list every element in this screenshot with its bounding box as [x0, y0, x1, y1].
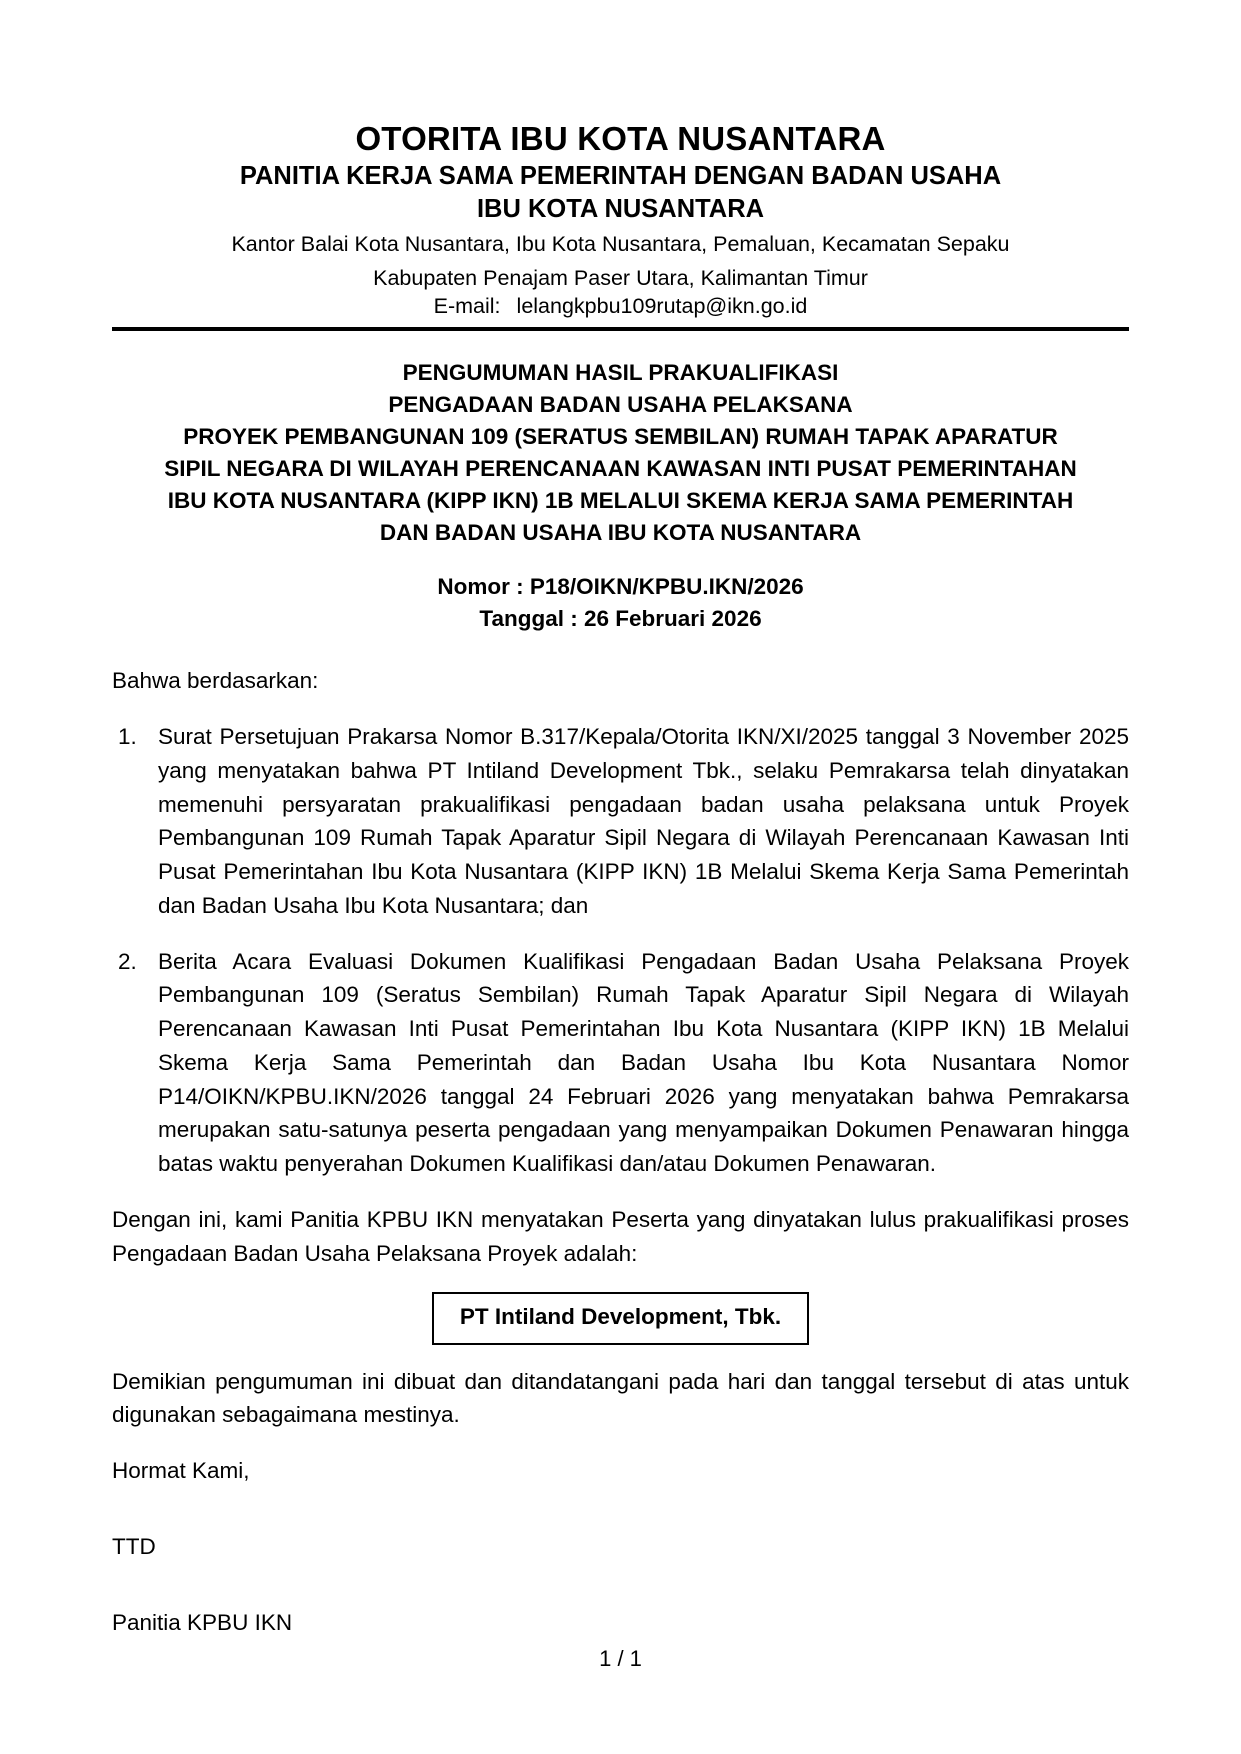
address-line-2: Kabupaten Penajam Paser Utara, Kalimantan Timur [373, 265, 868, 290]
email-label: E-mail: [433, 294, 501, 319]
title-line-3: PROYEK PEMBANGUNAN 109 (SERATUS SEMBILAN) RUMAH TAPAK APARATUR [183, 423, 1058, 449]
email-line [112, 292, 1129, 321]
email-address: lelangkpbu109rutap@ikn.go.id [516, 294, 808, 319]
list-item-text: Surat Persetujuan Prakarsa Nomor B.317/Kepala/Otorita IKN/XI/2025 tanggal 3 November 2025 yang menyatakan bahwa PT Intiland Development Tbk., selaku Pemrakarsa telah dinyatakan memenuhi persyaratan prakualifikasi pengadaan badan usaha pelaksana untuk Proyek Pembangunan 109 Rumah Tapak Aparatur Sipil Negara di Wilayah Perencanaan Kawasan Inti Pusat Pemerintahan Ibu Kota Nusantara (KIPP IKN) 1B Melalui Skema Kerja Sama Pemerintah dan Badan Usaha Ibu Kota Nusantara; dan [158, 724, 1129, 918]
signature-space [112, 1488, 1129, 1530]
committee-name-line2: IBU KOTA NUSANTARA [476, 195, 765, 224]
closing-paragraph: Demikian pengumuman ini dibuat dan ditandatangani pada hari dan tanggal tersebut di atas untuk digunakan sebagaimana mestinya. [112, 1368, 1129, 1428]
list-item [112, 720, 1129, 923]
list-item [112, 945, 1129, 1181]
document-body [112, 664, 1129, 1639]
page-indicator: 1 / 1 [599, 1646, 642, 1671]
title-line-1: PENGUMUMAN HASIL PRAKUALIFIKASI [402, 359, 839, 385]
title-line-6: DAN BADAN USAHA IBU KOTA NUSANTARA [379, 519, 862, 545]
title-line-2: PENGADAAN BADAN USAHA PELAKSANA [388, 391, 853, 417]
considerations-list [112, 720, 1129, 1181]
intro-paragraph: Bahwa berdasarkan: [112, 668, 319, 694]
address-line-1: Kantor Balai Kota Nusantara, Ibu Kota Nusantara, Pemaluan, Kecamatan Sepaku [231, 232, 1010, 257]
document-date: Tanggal : 26 Februari 2026 [479, 605, 762, 631]
title-line-5: IBU KOTA NUSANTARA (KIPP IKN) 1B MELALUI SKEMA KERJA SAMA PEMERINTAH [167, 487, 1074, 513]
document-title [112, 357, 1129, 549]
page-footer [0, 1646, 1241, 1672]
signature-mark: TTD [112, 1533, 156, 1559]
organization-name: OTORITA IBU KOTA NUSANTARA [355, 120, 886, 157]
signer-name: Panitia KPBU IKN [112, 1609, 293, 1635]
document-number: Nomor : P18/OIKN/KPBU.IKN/2026 [437, 573, 804, 599]
qualified-company-box: PT Intiland Development, Tbk. [432, 1292, 809, 1344]
letterhead [112, 120, 1129, 321]
header-divider [112, 327, 1129, 331]
declaration-paragraph: Dengan ini, kami Panitia KPBU IKN menyatakan Peserta yang dinyatakan lulus prakualifikasi proses Pengadaan Badan Usaha Pelaksana Proyek adalah: [112, 1206, 1129, 1266]
list-item-text: Berita Acara Evaluasi Dokumen Kualifikasi Pengadaan Badan Usaha Pelaksana Proyek Pembangunan 109 (Seratus Sembilan) Rumah Tapak Aparatur Sipil Negara di Wilayah Perencanaan Kawasan Inti Pusat Pemerintahan Ibu Kota Nusantara (KIPP IKN) 1B Melalui Skema Kerja Sama Pemerintah dan Badan Usaha Ibu Kota Nusantara Nomor P14/OIKN/KPBU.IKN/2026 tanggal 24 Februari 2026 yang menyatakan bahwa Pemrakarsa merupakan satu-satunya peserta pengadaan yang menyampaikan Dokumen Penawaran hingga batas waktu penyerahan Dokumen Kualifikasi dan/atau Dokumen Penawaran. [158, 948, 1129, 1177]
title-line-4: SIPIL NEGARA DI WILAYAH PERENCANAAN KAWASAN INTI PUSAT PEMERINTAHAN [164, 455, 1077, 481]
committee-name-line1: PANITIA KERJA SAMA PEMERINTAH DENGAN BADAN USAHA [239, 161, 1002, 190]
list-item-marker: 1. [118, 724, 137, 750]
list-item-marker: 2. [118, 948, 137, 974]
winner-box-wrapper [112, 1292, 1129, 1344]
regards-text: Hormat Kami, [112, 1458, 250, 1484]
signature-space-2 [112, 1564, 1129, 1606]
document-meta [112, 571, 1129, 635]
